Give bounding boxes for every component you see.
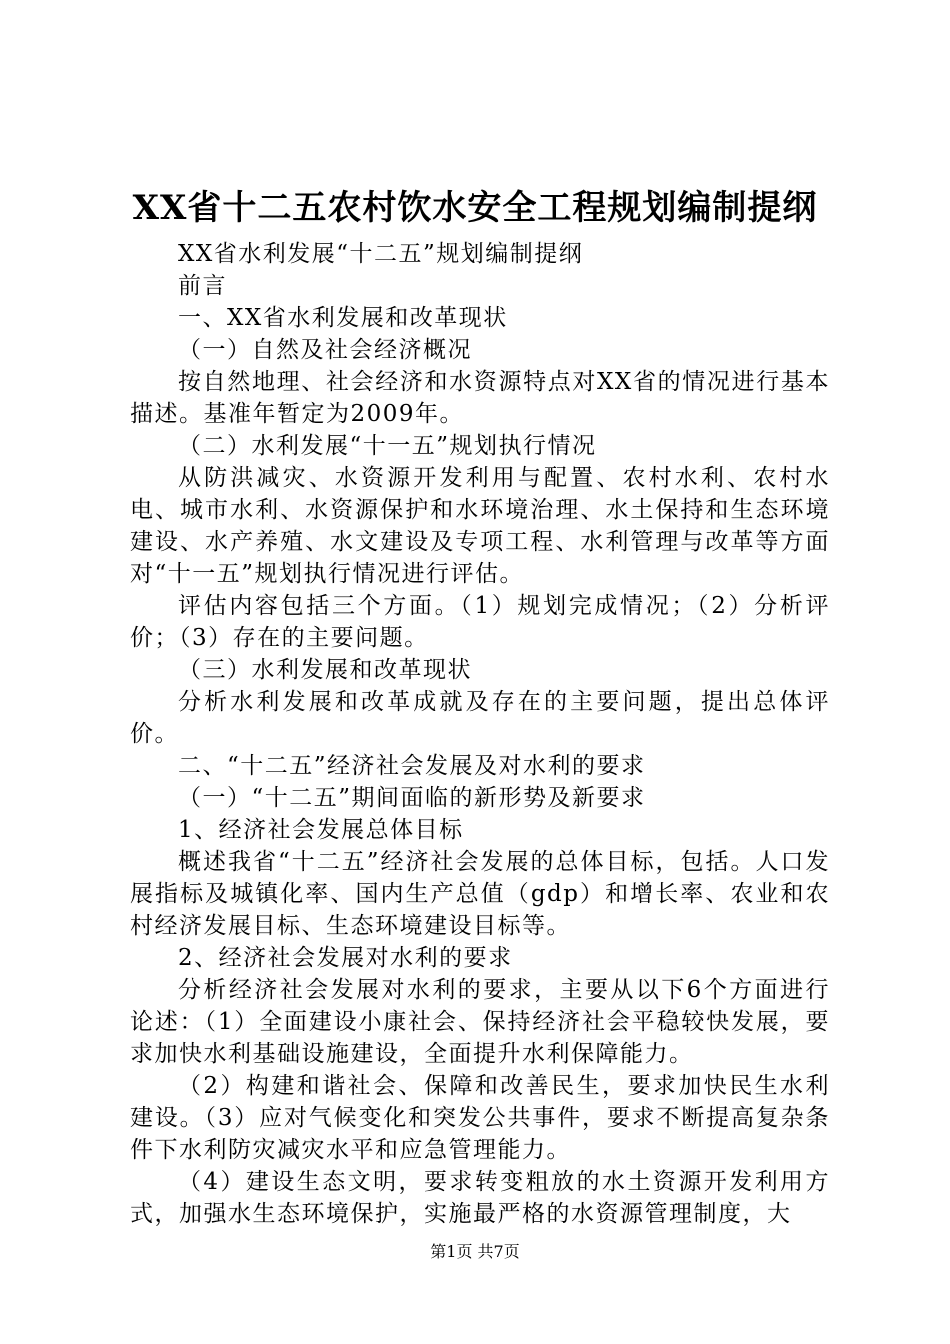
paragraph: XX省水利发展“十二五”规划编制提纲 [178, 241, 584, 267]
paragraph: 1、经济社会发展总体目标 [178, 817, 464, 843]
paragraph: （一）“十二五”期间面临的新形势及新要求 [178, 785, 646, 811]
paragraph: 一、XX省水利发展和改革现状 [178, 305, 508, 331]
paragraph: （二）水利发展“十一五”规划执行情况 [178, 433, 597, 459]
paragraph: 概述我省“十二五”经济社会发展的总体目标，包括。人口发展指标及城镇化率、国内生产总值（gdp）和增长率、农业和农村经济发展目标、生态环境建设目标等。 [130, 849, 830, 939]
paragraph: 按自然地理、社会经济和水资源特点对XX省的情况进行基本描述。基准年暂定为2009年。 [130, 369, 830, 427]
paragraph: 评估内容包括三个方面。（1）规划完成情况；（2）分析评价；（3）存在的主要问题。 [130, 593, 830, 651]
paragraph: （4）建设生态文明，要求转变粗放的水土资源开发利用方式，加强水生态环境保护，实施最严格的水资源管理制度，大 [130, 1169, 830, 1227]
page-footer: 第1页 共7页 [430, 1242, 520, 1261]
paragraph: （三）水利发展和改革现状 [178, 657, 472, 683]
paragraph: 从防洪减灾、水资源开发利用与配置、农村水利、农村水电、城市水利、水资源保护和水环境治理、水土保持和生态环境建设、水产养殖、水文建设及专项工程、水利管理与改革等方面对“十一五”规划执行情况进行评估。 [130, 465, 830, 587]
paragraph: 前言 [178, 273, 227, 299]
document-title: XX省十二五农村饮水安全工程规划编制提纲 [132, 188, 818, 228]
paragraph: 分析经济社会发展对水利的要求，主要从以下6个方面进行论述：（1）全面建设小康社会、保持经济社会平稳较快发展，要求加快水利基础设施建设，全面提升水利保障能力。 [130, 977, 830, 1067]
document-body [130, 238, 830, 1230]
paragraph: （2）构建和谐社会、保障和改善民生，要求加快民生水利建设。（3）应对气候变化和突发公共事件，要求不断提高复杂条件下水利防灾减灾水平和应急管理能力。 [130, 1073, 830, 1163]
paragraph: （一）自然及社会经济概况 [178, 337, 472, 363]
paragraph: 二、“十二五”经济社会发展及对水利的要求 [178, 753, 646, 779]
paragraph: 分析水利发展和改革成就及存在的主要问题，提出总体评价。 [130, 689, 830, 747]
paragraph: 2、经济社会发展对水利的要求 [178, 945, 513, 971]
